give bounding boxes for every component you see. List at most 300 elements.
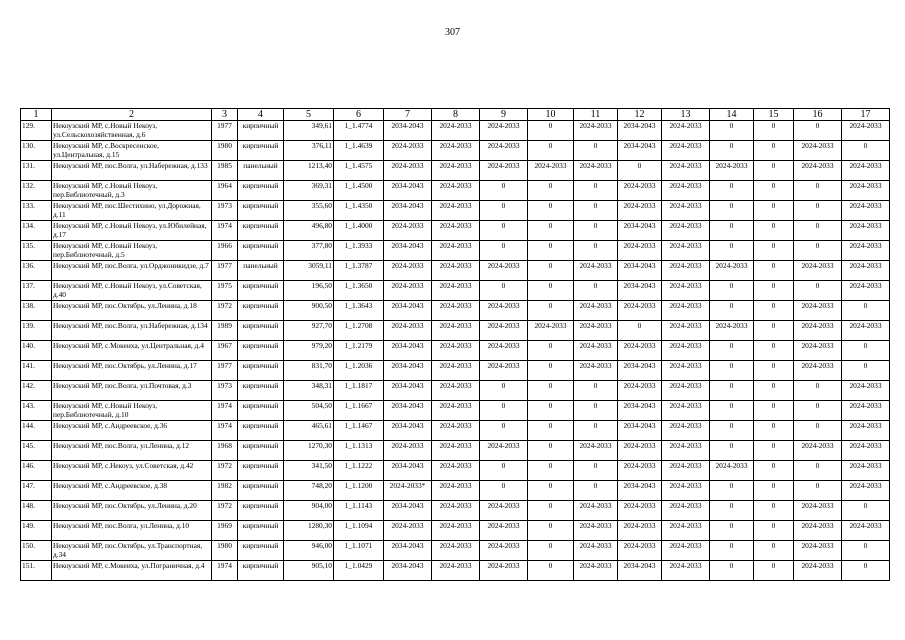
index-cell: 1_1.1200 [334,481,384,501]
work-period-cell: 0 [710,281,754,301]
work-period-cell: 0 [794,421,842,441]
address-cell: Некоузский МР, пос.Октябрь, ул.Ленина, д.17 [52,361,212,381]
column-header: 13 [662,109,710,121]
work-period-cell: 2024-2033 [432,381,480,401]
index-cell: 1_1.2708 [334,321,384,341]
row-number: 137. [21,281,52,301]
work-period-cell: 0 [710,241,754,261]
work-period-cell: 2024-2033 [384,281,432,301]
work-period-cell: 2024-2033 [794,341,842,361]
work-period-cell: 2024-2033 [432,181,480,201]
area-cell: 946,00 [284,541,334,561]
work-period-cell: 0 [528,221,574,241]
work-period-cell: 2024-2033 [574,441,618,461]
work-period-cell: 0 [528,561,574,581]
work-period-cell: 2024-2033 [618,461,662,481]
wall-material-cell: кирпичный [238,301,284,321]
work-period-cell: 0 [710,561,754,581]
index-cell: 1_1.1313 [334,441,384,461]
work-period-cell: 2024-2033 [432,221,480,241]
work-period-cell: 2024-2033 [574,501,618,521]
index-cell: 1_1.4350 [334,201,384,221]
area-cell: 1270,30 [284,441,334,461]
work-period-cell: 2024-2033 [432,521,480,541]
column-header: 1 [21,109,52,121]
work-period-cell: 2034-2043 [384,541,432,561]
area-cell: 904,00 [284,501,334,521]
year-cell: 1982 [212,481,238,501]
wall-material-cell: кирпичный [238,281,284,301]
work-period-cell: 2024-2033 [662,521,710,541]
work-period-cell: 2024-2033 [384,261,432,281]
work-period-cell: 0 [754,281,794,301]
work-period-cell: 2024-2033 [384,141,432,161]
year-cell: 1973 [212,381,238,401]
work-period-cell: 2024-2033 [662,221,710,241]
table-row [21,521,890,541]
work-period-cell: 2024-2033 [842,321,890,341]
wall-material-cell: кирпичный [238,121,284,141]
area-cell: 927,70 [284,321,334,341]
row-number: 131. [21,161,52,181]
work-period-cell: 2034-2043 [384,421,432,441]
work-period-cell: 2024-2033 [574,121,618,141]
work-period-cell: 0 [710,141,754,161]
table-row [21,441,890,461]
work-period-cell: 0 [574,181,618,201]
work-period-cell: 2024-2033 [794,561,842,581]
work-period-cell: 2034-2043 [384,241,432,261]
table-row [21,221,890,241]
work-period-cell: 2024-2033 [662,181,710,201]
work-period-cell: 0 [528,121,574,141]
index-cell: 1_1.4575 [334,161,384,181]
work-period-cell: 2024-2033 [618,541,662,561]
wall-material-cell: кирпичный [238,141,284,161]
work-period-cell: 0 [574,281,618,301]
work-period-cell: 2024-2033 [662,201,710,221]
year-cell: 1974 [212,401,238,421]
work-period-cell: 2024-2033 [432,161,480,181]
work-period-cell: 2024-2033 [842,481,890,501]
work-period-cell: 0 [528,201,574,221]
index-cell: 1_1.2179 [334,341,384,361]
wall-material-cell: кирпичный [238,361,284,381]
work-period-cell: 2024-2033 [480,521,528,541]
work-period-cell: 2024-2033 [618,201,662,221]
row-number: 132. [21,181,52,201]
table-row [21,201,890,221]
address-cell: Некоузский МР, с.Новый Некоуз, ул.Советская, д.40 [52,281,212,301]
row-number: 146. [21,461,52,481]
work-period-cell: 2024-2033 [710,161,754,181]
work-period-cell: 2024-2033 [842,181,890,201]
work-period-cell: 2034-2043 [384,401,432,421]
work-period-cell: 2034-2043 [384,561,432,581]
work-period-cell: 0 [574,381,618,401]
work-period-cell: 0 [528,241,574,261]
index-cell: 1_1.4500 [334,181,384,201]
work-period-cell: 0 [794,481,842,501]
work-period-cell: 0 [618,161,662,181]
row-number: 135. [21,241,52,261]
work-period-cell: 0 [710,541,754,561]
work-period-cell: 0 [754,561,794,581]
work-period-cell: 2024-2033 [432,561,480,581]
work-period-cell: 2024-2033 [432,341,480,361]
work-period-cell: 2024-2033 [662,241,710,261]
work-period-cell: 2024-2033 [480,501,528,521]
row-number: 130. [21,141,52,161]
work-period-cell: 0 [710,121,754,141]
row-number: 138. [21,301,52,321]
work-period-cell: 0 [842,561,890,581]
work-period-cell: 0 [842,501,890,521]
table-row [21,181,890,201]
work-period-cell: 2024-2033 [480,341,528,361]
work-period-cell: 2024-2033 [574,541,618,561]
work-period-cell: 0 [480,241,528,261]
work-period-cell: 2024-2033 [842,441,890,461]
column-header: 6 [334,109,384,121]
work-period-cell: 2024-2033 [480,321,528,341]
work-period-cell: 2024-2033 [432,421,480,441]
work-period-cell: 0 [574,481,618,501]
table-row [21,421,890,441]
column-header: 14 [710,109,754,121]
work-period-cell: 0 [574,141,618,161]
work-period-cell: 2024-2033 [710,321,754,341]
work-period-cell: 0 [754,161,794,181]
row-number: 149. [21,521,52,541]
row-number: 143. [21,401,52,421]
row-number: 136. [21,261,52,281]
work-period-cell: 2024-2033 [662,561,710,581]
work-period-cell: 0 [528,341,574,361]
year-cell: 1980 [212,541,238,561]
year-cell: 1972 [212,461,238,481]
work-period-cell: 2024-2033 [480,541,528,561]
address-cell: Некоузский МР, с.Новый Некоуз, пер.Библиотечный, д.10 [52,401,212,421]
work-period-cell: 2024-2033 [662,281,710,301]
work-period-cell: 2024-2033 [480,441,528,461]
address-cell: Некоузский МР, пос.Волга, ул.Набережная, д.134 [52,321,212,341]
year-cell: 1989 [212,321,238,341]
index-cell: 1_1.1094 [334,521,384,541]
row-number: 133. [21,201,52,221]
work-period-cell: 0 [754,501,794,521]
work-period-cell: 2024-2033 [842,521,890,541]
work-period-cell: 0 [574,461,618,481]
work-period-cell: 0 [754,421,794,441]
work-period-cell: 2034-2043 [618,141,662,161]
work-period-cell: 0 [528,141,574,161]
work-period-cell: 2024-2033 [842,161,890,181]
wall-material-cell: кирпичный [238,521,284,541]
year-cell: 1973 [212,201,238,221]
work-period-cell: 0 [842,301,890,321]
row-number: 145. [21,441,52,461]
index-cell: 1_1.4774 [334,121,384,141]
work-period-cell: 2024-2033 [432,401,480,421]
work-period-cell: 2024-2033 [842,221,890,241]
work-period-cell: 2024-2033 [618,181,662,201]
address-cell: Некоузский МР, с.Мокеиха, ул.Центральная, д.4 [52,341,212,361]
work-period-cell: 0 [574,401,618,421]
year-cell: 1977 [212,261,238,281]
work-period-cell: 0 [528,401,574,421]
index-cell: 1_1.3650 [334,281,384,301]
table-row [21,501,890,521]
table-row [21,401,890,421]
work-period-cell: 0 [710,181,754,201]
year-cell: 1974 [212,561,238,581]
work-period-cell: 0 [480,381,528,401]
year-cell: 1974 [212,421,238,441]
work-period-cell: 0 [710,521,754,541]
area-cell: 1213,40 [284,161,334,181]
work-period-cell: 2034-2043 [384,361,432,381]
address-cell: Некоузский МР, пос.Октябрь, ул.Транспортная, д.34 [52,541,212,561]
wall-material-cell: кирпичный [238,201,284,221]
work-period-cell: 2024-2033 [574,161,618,181]
work-period-cell: 2024-2033 [432,441,480,461]
year-cell: 1966 [212,241,238,261]
work-period-cell: 0 [754,181,794,201]
work-period-cell: 0 [754,321,794,341]
work-period-cell: 2024-2033 [842,121,890,141]
address-cell: Некоузский МР, с.Мокеиха, ул.Пограничная, д.4 [52,561,212,581]
column-header: 15 [754,109,794,121]
area-cell: 748,20 [284,481,334,501]
work-period-cell: 2024-2033 [618,341,662,361]
work-period-cell: 2024-2033 [480,121,528,141]
year-cell: 1968 [212,441,238,461]
work-period-cell: 0 [754,121,794,141]
work-period-cell: 2024-2033 [574,521,618,541]
work-period-cell: 0 [754,341,794,361]
work-period-cell: 0 [754,261,794,281]
work-period-cell: 2024-2033 [574,361,618,381]
row-number: 148. [21,501,52,521]
work-period-cell: 0 [528,381,574,401]
wall-material-cell: кирпичный [238,241,284,261]
work-period-cell: 0 [794,181,842,201]
column-header: 10 [528,109,574,121]
work-period-cell: 2034-2043 [618,561,662,581]
table-row [21,161,890,181]
work-period-cell: 2024-2033 [662,361,710,381]
work-period-cell: 0 [528,301,574,321]
area-cell: 369,31 [284,181,334,201]
work-period-cell: 0 [754,141,794,161]
work-period-cell: 2024-2033 [574,561,618,581]
work-period-cell: 2024-2033 [842,421,890,441]
address-cell: Некоузский МР, с.Новый Некоуз, пер.Библиотечный, д.5 [52,241,212,261]
work-period-cell: 2034-2043 [618,261,662,281]
work-period-cell: 0 [710,201,754,221]
work-period-cell: 2024-2033 [662,401,710,421]
year-cell: 1980 [212,141,238,161]
table-row [21,281,890,301]
area-cell: 196,50 [284,281,334,301]
work-period-cell: 2024-2033 [662,441,710,461]
page-number: 307 [445,27,460,38]
work-period-cell: 2024-2033 [432,121,480,141]
work-period-cell: 2024-2033 [662,501,710,521]
work-period-cell: 0 [754,441,794,461]
work-period-cell: 2034-2043 [618,281,662,301]
work-period-cell: 2034-2043 [618,361,662,381]
index-cell: 1_1.3933 [334,241,384,261]
area-cell: 504,50 [284,401,334,421]
wall-material-cell: кирпичный [238,441,284,461]
row-number: 151. [21,561,52,581]
work-period-cell: 0 [710,381,754,401]
work-period-cell: 0 [574,201,618,221]
index-cell: 1_1.3643 [334,301,384,321]
table-row [21,541,890,561]
work-period-cell: 2024-2033 [432,541,480,561]
work-period-cell: 2024-2033 [384,161,432,181]
work-period-cell: 0 [618,321,662,341]
year-cell: 1969 [212,521,238,541]
address-cell: Некоузский МР, с.Андреевское, д.38 [52,481,212,501]
index-cell: 1_1.1143 [334,501,384,521]
wall-material-cell: кирпичный [238,561,284,581]
work-period-cell: 2024-2033 [662,541,710,561]
work-period-cell: 2024-2033 [618,441,662,461]
work-period-cell: 0 [754,221,794,241]
column-header: 4 [238,109,284,121]
work-period-cell: 2034-2043 [384,461,432,481]
wall-material-cell: кирпичный [238,461,284,481]
row-number: 134. [21,221,52,241]
column-header: 11 [574,109,618,121]
table-row [21,461,890,481]
row-number: 147. [21,481,52,501]
work-period-cell: 0 [710,441,754,461]
work-period-cell: 2034-2043 [384,501,432,521]
work-period-cell: 2024-2033 [618,301,662,321]
table-row [21,241,890,261]
work-period-cell: 0 [480,181,528,201]
work-period-cell: 2024-2033 [842,281,890,301]
work-period-cell: 2024-2033 [480,361,528,381]
wall-material-cell: кирпичный [238,401,284,421]
work-period-cell: 0 [794,401,842,421]
work-period-cell: 0 [842,361,890,381]
work-period-cell: 2034-2043 [384,121,432,141]
work-period-cell: 2024-2033 [480,161,528,181]
column-header: 17 [842,109,890,121]
work-period-cell: 2024-2033 [842,261,890,281]
year-cell: 1977 [212,361,238,381]
work-period-cell: 0 [528,361,574,381]
work-period-cell: 2024-2033 [574,301,618,321]
work-period-cell: 0 [710,421,754,441]
address-cell: Некоузский МР, пос.Волга, ул.Почтовая, д.3 [52,381,212,401]
work-period-cell: 2024-2033 [794,501,842,521]
address-cell: Некоузский МР, с.Андреевское, д.36 [52,421,212,441]
work-period-cell: 0 [480,481,528,501]
work-period-cell: 2024-2033 [842,461,890,481]
address-cell: Некоузский МР, с.Новый Некоуз, ул.Юбилейная, д.17 [52,221,212,241]
work-period-cell: 2024-2033 [842,201,890,221]
area-cell: 349,61 [284,121,334,141]
housing-register-table [20,108,890,581]
work-period-cell: 2024-2033 [432,321,480,341]
area-cell: 979,20 [284,341,334,361]
year-cell: 1975 [212,281,238,301]
work-period-cell: 0 [480,461,528,481]
column-header: 16 [794,109,842,121]
work-period-cell: 2024-2033 [432,141,480,161]
index-cell: 1_1.1467 [334,421,384,441]
row-number: 144. [21,421,52,441]
work-period-cell: 0 [754,541,794,561]
row-number: 150. [21,541,52,561]
work-period-cell: 2034-2043 [618,481,662,501]
column-header: 7 [384,109,432,121]
work-period-cell: 2024-2033 [794,541,842,561]
work-period-cell: 0 [574,221,618,241]
work-period-cell: 0 [710,301,754,321]
work-period-cell: 2024-2033 [384,221,432,241]
work-period-cell: 2024-2033 [662,121,710,141]
work-period-cell: 2024-2033 [794,361,842,381]
index-cell: 1_1.3787 [334,261,384,281]
work-period-cell: 0 [842,541,890,561]
table-header-row [21,109,890,121]
work-period-cell: 0 [794,121,842,141]
column-header: 2 [52,109,212,121]
area-cell: 831,70 [284,361,334,381]
work-period-cell: 2024-2033 [432,361,480,381]
work-period-cell: 0 [794,241,842,261]
work-period-cell: 0 [754,301,794,321]
area-cell: 376,11 [284,141,334,161]
work-period-cell: 0 [528,421,574,441]
row-number: 139. [21,321,52,341]
index-cell: 1_1.1667 [334,401,384,421]
area-cell: 900,50 [284,301,334,321]
year-cell: 1977 [212,121,238,141]
work-period-cell: 2024-2033 [662,461,710,481]
address-cell: Некоузский МР, с.Новый Некоуз, ул.Сельскохозяйственная, д.6 [52,121,212,141]
work-period-cell: 2024-2033 [574,341,618,361]
work-period-cell: 0 [842,141,890,161]
wall-material-cell: кирпичный [238,321,284,341]
work-period-cell: 2034-2043 [384,181,432,201]
year-cell: 1974 [212,221,238,241]
work-period-cell: 2024-2033 [618,381,662,401]
work-period-cell: 2024-2033 [842,241,890,261]
address-cell: Некоузский МР, пос.Волга, ул.Ленина, д.10 [52,521,212,541]
wall-material-cell: панельный [238,161,284,181]
work-period-cell: 2024-2033 [432,301,480,321]
work-period-cell: 2024-2033 [432,261,480,281]
table-row [21,381,890,401]
work-period-cell: 0 [710,501,754,521]
area-cell: 341,50 [284,461,334,481]
row-number: 129. [21,121,52,141]
work-period-cell: 2024-2033 [662,141,710,161]
wall-material-cell: кирпичный [238,501,284,521]
work-period-cell: 2034-2043 [384,301,432,321]
wall-material-cell: кирпичный [238,541,284,561]
work-period-cell: 2024-2033 [794,521,842,541]
